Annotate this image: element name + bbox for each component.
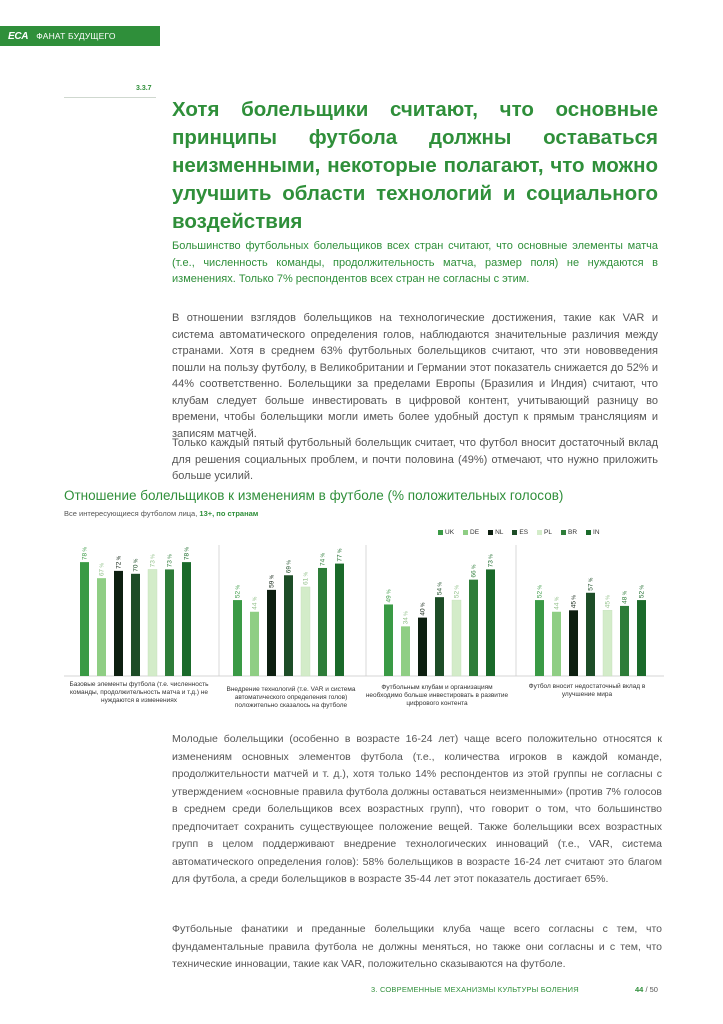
data-label-value: 44 [553,602,561,610]
data-label [386,589,393,603]
data-label [116,555,123,569]
chart-subtitle-text: Все интересующиеся футболом лица, [64,509,200,518]
bar-de [552,612,561,676]
data-label [554,596,561,610]
bar-br [620,606,629,676]
data-label-unit: % [320,552,327,559]
eca-logo: ECA [8,30,29,42]
data-label-value: 40 [419,608,427,616]
data-label-value: 52 [536,590,544,599]
data-label-unit: % [454,585,461,591]
bar-de [250,612,259,676]
data-label-unit: % [571,595,578,602]
legend-label: DE [470,529,480,536]
data-label [252,596,259,610]
data-label [167,554,174,568]
bar-in [637,600,646,676]
data-label [99,563,106,577]
bar-de [97,578,106,676]
data-label-unit: % [269,574,276,581]
data-label-value: 67 [98,568,106,577]
data-label-value: 59 [268,580,276,588]
bar-br [318,568,327,676]
bar-nl [267,590,276,676]
bar-in [486,569,495,676]
data-label [420,602,427,616]
bar-in [335,564,344,676]
data-label-unit: % [337,548,344,555]
legend-label: BR [568,529,578,536]
data-label-value: 72 [115,561,123,569]
data-label [622,590,629,604]
legend-label: UK [445,529,455,536]
bar-pl [452,600,461,676]
page-number [635,985,658,994]
legend-label: PL [544,529,552,536]
data-label-unit: % [622,590,629,597]
data-label-value: 52 [453,590,461,599]
bar-pl [148,569,157,676]
bar-es [284,575,293,676]
data-label-unit: % [82,547,89,553]
bar-es [435,597,444,676]
data-label [82,546,89,560]
data-label [337,548,344,562]
data-label [150,554,157,568]
chart-subtitle-highlight: 13+, по странам [199,509,259,518]
bar-es [586,593,595,676]
data-label-unit: % [639,585,646,591]
page-title: Хотя болельщики считают, что основные принципы футбола должны оставаться неизменными, некоторые полагают, что можно улучшить области технологий и социального воздействия [172,98,658,233]
bar-de [401,626,410,676]
legend-label: IN [593,529,600,536]
data-label [133,558,140,572]
category-label: Базовые элементы футбола (т.е. численность команды, продолжительность матча и т.д.) не нуждаются в изменениях [69,681,209,704]
bar-es [131,574,140,676]
data-label-unit: % [184,547,191,553]
data-label-value: 66 [470,570,478,578]
data-label [571,595,578,609]
lead-paragraph: Большинство футбольных болельщиков всех стран считают, что основные элементы матча (т.е., численность команды, продолжительность матча, размер поля) не нуждаются в изменениях. Только 7% респондентов всех стран не согласны с этим. [172,240,658,285]
data-label [303,571,310,585]
data-label [454,584,461,598]
bar-pl [301,587,310,676]
bar-uk [535,600,544,676]
data-label-unit: % [286,560,293,567]
bar-pl [603,610,612,676]
bar-nl [418,618,427,676]
bar-br [165,569,174,676]
bar-nl [114,571,123,676]
category-label: Футбол вносит недостаточный вклад в улучшение мира [528,683,646,698]
body-paragraph: Футбольные фанатики и преданные болельщики клуба чаще всего согласны с тем, что фундаментальные правила футбола не должны меняться, но также они согласны и с тем, что технические инновации, такие как VAR, положительно сказываются на футболе. [172,923,662,970]
header-title: ФАНАТ БУДУЩЕГО [36,31,116,41]
data-label [286,560,293,574]
data-label-unit: % [133,558,140,565]
bar-uk [233,600,242,676]
body-paragraph: Молодые болельщики (особенно в возрасте 16-24 лет) чаще всего положительно относятся к изменениям основных элементов футбола (т.е., количества игроков в каждой команде, продолжительности матчей и т. д.), хотя только 14% респондентов из этой группы не согласны с утверждением «основные правила футбола должны оставаться неизменными» (против 7% голосов в среднем среди болельщиков всех возрастных групп), что говорит о том, что большинство предпочитает сохранить существующее положение вещей. Также болельщики всех возрастных групп в целом поддерживают внедрение технологических инноваций (т.е., VAR, система автоматического определения голов): 58% болельщиков в возрасте 16-24 лет считают это благом для футбола, а среди болельщиков в возрасте 35-44 лет этот показатель достигает 65%. [172,733,662,885]
data-label-unit: % [99,563,106,569]
data-label-unit: % [235,585,242,591]
bar-nl [569,610,578,676]
data-label-value: 61 [302,577,310,585]
data-label-unit: % [588,577,595,584]
data-label-unit: % [116,555,123,562]
data-label [537,584,544,598]
data-label [320,552,327,566]
data-label-unit: % [303,571,310,578]
data-label-value: 48 [621,596,629,604]
data-label-value: 52 [234,590,242,599]
data-label-unit: % [537,585,544,591]
total-pages: / 50 [645,985,658,994]
bar-uk [384,604,393,676]
footer-chapter: 3. СОВРЕМЕННЫЕ МЕХАНИЗМЫ КУЛЬТУРЫ БОЛЕНИЯ [371,985,579,994]
data-label-value: 73 [149,560,157,568]
chart-title: Отношение болельщиков к изменениям в футболе (% положительных голосов) [64,488,564,503]
bar-in [182,562,191,676]
body-paragraph: В отношении взглядов болельщиков на технологические достижения, такие как VAR и система автоматического определения голов, наблюдаются значительные различия между странами. Хотя в среднем 63% футбольных болельщиков считают, что эти нововведения пошли на пользу футболу, в Великобритании и Германии этот показатель снижается до 52% и 44% соответственно. Болельщики за пределами Европы (Бразилия и Индия) считают, что клубам следует больше инвестировать в цифровой контент, учитывающий разницу во времени, чтобы болельщики могли иметь более удобный доступ к прямым трансляциям и записям матчей. [172,312,658,440]
data-label-value: 57 [587,583,595,591]
data-label-value: 54 [436,587,444,596]
section-number: 3.3.7 [136,85,152,92]
data-label-value: 77 [336,554,344,562]
data-label-unit: % [605,595,612,602]
data-label [605,595,612,609]
data-label [639,584,646,598]
data-label-unit: % [437,582,444,588]
category-label: Внедрение технологий (т.е. VAR и система автоматического определения голов) положительно сказалось на футболе [226,686,356,709]
data-label-value: 45 [604,601,612,609]
category-label: Футбольным клубам и организациям необходимо больше инвестировать в развитие цифрового контента [365,684,509,707]
data-label-value: 78 [81,552,89,561]
data-label [471,564,478,578]
data-label-value: 73 [487,560,495,568]
data-label-value: 78 [183,552,191,561]
body-paragraph: Только каждый пятый футбольный болельщик считает, что футбол вносит достаточный вклад для решения социальных проблем, и почти половина (49%) отмечают, что нужно приложить больше усилий. [172,437,658,482]
data-label-unit: % [252,596,259,603]
data-label [269,574,276,588]
data-label-unit: % [471,564,478,571]
current-page: 44 [635,985,644,994]
legend-label: ES [519,529,529,536]
legend-label: NL [495,529,504,536]
data-label-value: 73 [166,560,174,568]
data-label [588,577,595,591]
data-label-unit: % [386,589,393,596]
data-label-unit: % [554,596,561,603]
bar-br [469,580,478,676]
data-label-value: 74 [319,558,327,566]
data-label [235,584,242,598]
data-label-value: 69 [285,566,293,574]
data-label-value: 45 [570,601,578,609]
data-label-unit: % [167,554,174,561]
data-label [403,611,410,625]
data-label-value: 52 [638,590,646,599]
data-label-unit: % [150,554,157,561]
data-label [184,546,191,560]
data-label-value: 34 [402,617,410,625]
data-label-value: 49 [385,595,393,603]
data-label-unit: % [488,554,495,561]
data-label [437,582,444,596]
data-label-value: 44 [251,602,259,610]
data-label [488,554,495,568]
data-label-unit: % [403,611,410,618]
bar-uk [80,562,89,676]
data-label-unit: % [420,602,427,609]
data-label-value: 70 [132,564,140,572]
